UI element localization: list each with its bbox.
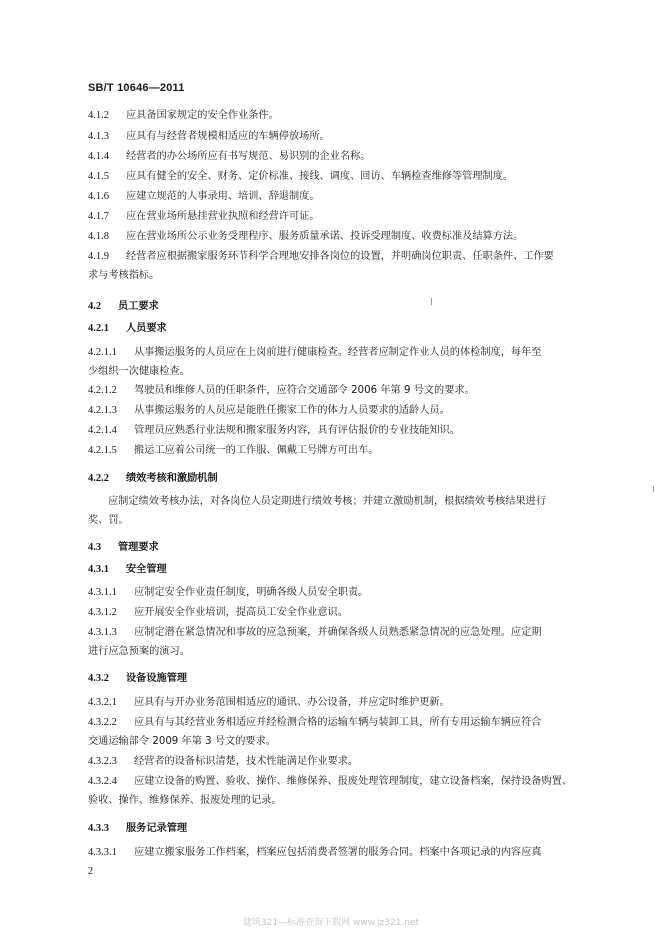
section-4-3-1-heading: 4.3.1 安全管理 xyxy=(88,564,167,575)
scan-mark xyxy=(431,298,432,305)
section-4-3-3-heading: 4.3.3 服务记录管理 xyxy=(88,823,188,834)
clause-4-3-1-1: 4.3.1.1 应制定安全作业责任制度，明确各级人员安全职责。 xyxy=(88,587,369,598)
paragraph-4-2-2-continued: 奖、罚。 xyxy=(88,515,129,526)
clause-4-1-9-continued: 求与考核指标。 xyxy=(88,270,160,281)
clause-4-1-5: 4.1.5 应具有健全的安全、财务、定价标准、接线、调度、回访、车辆检查维修等管理制度。 xyxy=(88,171,514,182)
clause-4-3-1-2: 4.3.1.2 应开展安全作业培训，提高员工安全作业意识。 xyxy=(88,607,348,618)
clause-4-2-1-1-continued: 少组织一次健康检查。 xyxy=(88,366,190,377)
clause-4-1-7: 4.1.7 应在营业场所悬挂营业执照和经营许可证。 xyxy=(88,211,320,222)
section-4-3-heading: 4.3 管理要求 xyxy=(88,542,159,553)
standard-code-header: SB/T 10646—2011 xyxy=(88,82,185,94)
section-4-2-2-heading: 4.2.2 绩效考核和激励机制 xyxy=(88,473,218,484)
section-4-3-2-heading: 4.3.2 设备设施管理 xyxy=(88,673,188,684)
section-4-2-1-heading: 4.2.1 人员要求 xyxy=(88,323,167,334)
clause-4-3-2-4: 4.3.2.4 应建立设备的购置、验收、操作、维修保养、报废处理管理制度，建立设备档案，保持设备购置、 xyxy=(88,776,573,787)
clause-4-2-1-4: 4.2.1.4 管理员应熟悉行业法规和搬家服务内容，具有评估报价的专业技能知识。 xyxy=(88,425,460,436)
watermark-footer: 建筑321—标准查询下载网 www.jz321.net xyxy=(242,918,420,928)
clause-4-2-1-5: 4.2.1.5 搬运工应着公司统一的工作服、佩戴工号牌方可出车。 xyxy=(88,445,379,456)
clause-4-3-2-3: 4.3.2.3 经营者的设备标识清楚，技术性能满足作业要求。 xyxy=(88,756,359,767)
clause-4-3-2-2-continued: 交通运输部令 2009 年第 3 号文的要求。 xyxy=(88,736,276,747)
section-4-2-heading: 4.2 员工要求 xyxy=(88,301,159,312)
clause-4-2-1-3: 4.2.1.3 从事搬运服务的人员应是能胜任搬家工作的体力人员要求的适龄人员。 xyxy=(88,405,450,416)
clause-4-1-2: 4.1.2 应具备国家规定的安全作业条件。 xyxy=(88,110,279,121)
clause-4-1-3: 4.1.3 应具有与经营者规模相适应的车辆停放场所。 xyxy=(88,131,330,142)
clause-4-1-6: 4.1.6 应建立规范的人事录用、培训、辞退制度。 xyxy=(88,191,320,202)
clause-4-3-2-4-continued: 验收、操作、维修保养、报废处理的记录。 xyxy=(88,795,282,806)
clause-4-3-1-3: 4.3.1.3 应制定潜在紧急情况和事故的应急预案，并确保各级人员熟悉紧急情况的应急处理。应定期 xyxy=(88,627,542,638)
page-number: 2 xyxy=(88,866,93,877)
clause-4-2-1-2: 4.2.1.2 驾驶员和维修人员的任职条件，应符合交通部令 2006 年第 9 号文的要求。 xyxy=(88,385,475,396)
paragraph-4-2-2: 应制定绩效考核办法，对各岗位人员定期进行绩效考核；并建立激励机制，根据绩效考核结果进行 xyxy=(108,496,547,507)
clause-4-2-1-1: 4.2.1.1 从事搬运服务的人员应在上岗前进行健康检查。经营者应制定作业人员的体检制度，每年至 xyxy=(88,347,542,358)
scan-mark xyxy=(653,486,654,492)
clause-4-1-8: 4.1.8 应在营业场所公示业务受理程序、服务质量承诺、投诉受理制度、收费标准及结算方法。 xyxy=(88,231,524,242)
clause-4-1-4: 4.1.4 经营者的办公场所应有书写规范、易识别的企业名称。 xyxy=(88,151,371,162)
clause-4-3-1-3-continued: 进行应急预案的演习。 xyxy=(88,646,190,657)
clause-4-1-9: 4.1.9 经营者应根据搬家服务环节科学合理地安排各岗位的设置，并明确岗位职责、任职条件、工作要 xyxy=(88,251,554,262)
clause-4-3-2-2: 4.3.2.2 应具有与其经营业务相适应并经检测合格的运输车辆与装卸工具，所有专用运输车辆应符合 xyxy=(88,717,542,728)
clause-4-3-2-1: 4.3.2.1 应具有与开办业务范围相适应的通讯、办公设备，并应定时维护更新。 xyxy=(88,697,450,708)
clause-4-3-3-1: 4.3.3.1 应建立搬家服务工作档案，档案应包括消费者签署的服务合同。档案中各项记录的内容应真 xyxy=(88,847,542,858)
